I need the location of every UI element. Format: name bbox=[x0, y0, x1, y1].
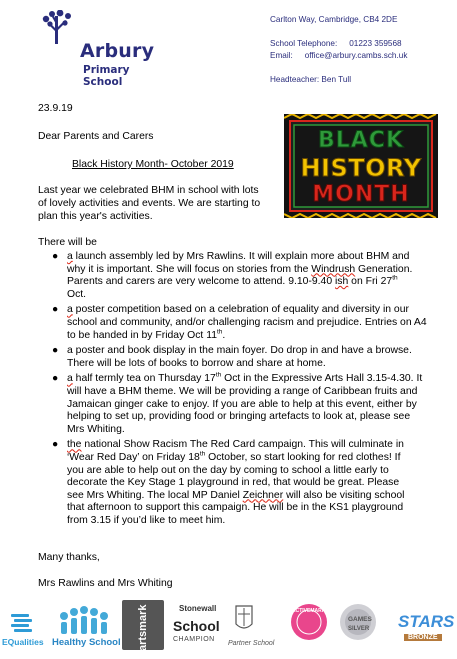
equalities-logo bbox=[2, 600, 46, 659]
superscript: th bbox=[216, 328, 223, 336]
item-text: poster competition based on a celebration of equality and diversity in our school and community, and/or challenging racism and prejudice. Entries on A4 to be handed in by Friday Oct 11 bbox=[67, 304, 427, 341]
letter-date: 23.9.19 bbox=[38, 103, 73, 114]
greeting: Dear Parents and Carers bbox=[38, 131, 154, 142]
stars-logo bbox=[384, 600, 454, 659]
item-text: . bbox=[222, 329, 226, 341]
games-mark-logo bbox=[336, 600, 380, 650]
signature: Mrs Rawlins and Mrs Whiting bbox=[38, 578, 173, 589]
letter-title: Black History Month- October 2019 bbox=[72, 159, 234, 170]
item-text: half termly tea on Thursday 17 bbox=[72, 373, 216, 385]
artsmark-logo bbox=[122, 600, 164, 650]
stonewall-school: School bbox=[173, 618, 220, 634]
spell-mark: a bbox=[67, 373, 73, 385]
item-text: Oct. bbox=[67, 288, 87, 300]
sign-off: Many thanks, bbox=[38, 552, 100, 563]
item-text: Oct in the Expressive Arts Hall 3.15-4.30. It will have a BHM theme. We will be providing a range of Caribbean fruits and Jamaican ginger cake to enjoy. If you are able to help at this event, either by helping to set up, providing food or bringing artefacts to look at, please see Mrs Whiting. bbox=[67, 373, 423, 435]
spell-mark: a bbox=[67, 251, 73, 262]
bullet-icon: ● bbox=[52, 251, 59, 262]
equalities-label: EQualities bbox=[2, 637, 44, 647]
bullet-icon: ● bbox=[52, 345, 59, 357]
spell-mark: ish bbox=[335, 276, 349, 288]
activemark-icon bbox=[286, 600, 332, 646]
healthy-school-icon bbox=[50, 600, 118, 638]
superscript: th bbox=[215, 371, 222, 379]
spell-mark: the bbox=[67, 439, 82, 451]
games-label: GAMES bbox=[348, 616, 372, 623]
healthy-school-label: Healthy School bbox=[52, 637, 121, 648]
item-text: will also be visiting school that afternoon to support this campaign. He will be in the KS1 playground from 3.15 if you’d like to meet him. bbox=[67, 489, 405, 526]
bullet-icon: ● bbox=[52, 304, 59, 316]
there-will-be: There will be bbox=[38, 237, 97, 248]
telephone-label: School Telephone: bbox=[270, 39, 338, 48]
list-item bbox=[52, 345, 413, 370]
school-name: Arbury bbox=[80, 40, 155, 62]
item-text: Generation. Parents and carers are very welcome to attend. 9.10-9.40 bbox=[67, 263, 413, 288]
banner-word-history: HISTORY bbox=[300, 154, 422, 182]
telephone-number: 01223 359568 bbox=[349, 39, 402, 48]
email-label: Email: bbox=[270, 51, 293, 60]
bullet-icon: ● bbox=[52, 373, 59, 385]
spell-mark: Zeichner bbox=[242, 489, 284, 501]
item-text: on Fri 27 bbox=[348, 276, 393, 288]
school-logo bbox=[38, 10, 155, 88]
email-line bbox=[270, 50, 407, 62]
artsmark-label: artsmark bbox=[137, 604, 149, 651]
activemark-label: ACTIVEMARK bbox=[292, 608, 326, 614]
email-address[interactable]: office@arbury.cambs.sch.uk bbox=[304, 51, 408, 60]
list-item bbox=[52, 439, 415, 527]
intro-paragraph: Last year we celebrated BHM in school with lots of lovely activities and events. We are starting to plan this year's activities. bbox=[38, 185, 261, 222]
accreditation-logos bbox=[0, 600, 457, 659]
stars-label: STARS bbox=[398, 612, 455, 631]
banner-word-black: BLACK bbox=[317, 128, 404, 153]
activemark-logo bbox=[286, 600, 332, 650]
partner-school-label: Partner School bbox=[228, 640, 275, 647]
list-item bbox=[52, 373, 429, 436]
bhm-banner bbox=[284, 114, 438, 218]
school-subtitle: Primary School bbox=[83, 64, 130, 88]
stars-bronze-label: BRONZE bbox=[404, 634, 442, 641]
games-mark-icon bbox=[336, 600, 380, 646]
headteacher: Headteacher: Ben Tull bbox=[270, 75, 352, 84]
banner-word-month: MONTH bbox=[312, 182, 410, 207]
superscript: th bbox=[392, 274, 398, 282]
item-text: October, so start looking for red clothes! If you are able to help out on the day by coming to school a little early to decorate the Key Stage 1 playground in red, that would be great. Please see Mrs Whiting. The local MP Daniel bbox=[67, 451, 401, 501]
stonewall-top: Stonewall bbox=[179, 604, 217, 613]
bullet-icon: ● bbox=[52, 439, 59, 451]
item-text: a poster and book display in the main foyer. Do drop in and have a browse. There will be lots of books to borrow and share at home. bbox=[67, 345, 412, 369]
stonewall-champion: CHAMPION bbox=[173, 636, 215, 643]
address: Carlton Way, Cambridge, CB4 2DE bbox=[270, 15, 398, 24]
list-item bbox=[52, 251, 413, 301]
spell-mark: a bbox=[67, 304, 73, 316]
contact-block bbox=[270, 14, 407, 86]
crest-icon bbox=[222, 600, 282, 640]
item-text: national Show Racism The Red Card campaign. This will culminate in ‘Wear Red Day’ on Friday 18 bbox=[67, 439, 404, 463]
games-silver-label: SILVER bbox=[348, 626, 370, 632]
list-item bbox=[52, 304, 427, 342]
healthy-school-logo bbox=[50, 600, 121, 659]
equalities-icon bbox=[2, 600, 46, 640]
spell-mark: Windrush bbox=[311, 263, 356, 275]
partner-school-logo bbox=[222, 600, 282, 659]
item-text: launch assembly led by Mrs Rawlins. It will explain more about BHM and why it is important. She will focus on stories from the bbox=[67, 251, 410, 275]
telephone-line bbox=[270, 38, 407, 50]
stonewall-logo bbox=[167, 600, 219, 659]
events-list bbox=[52, 251, 428, 530]
superscript: th bbox=[199, 450, 206, 458]
